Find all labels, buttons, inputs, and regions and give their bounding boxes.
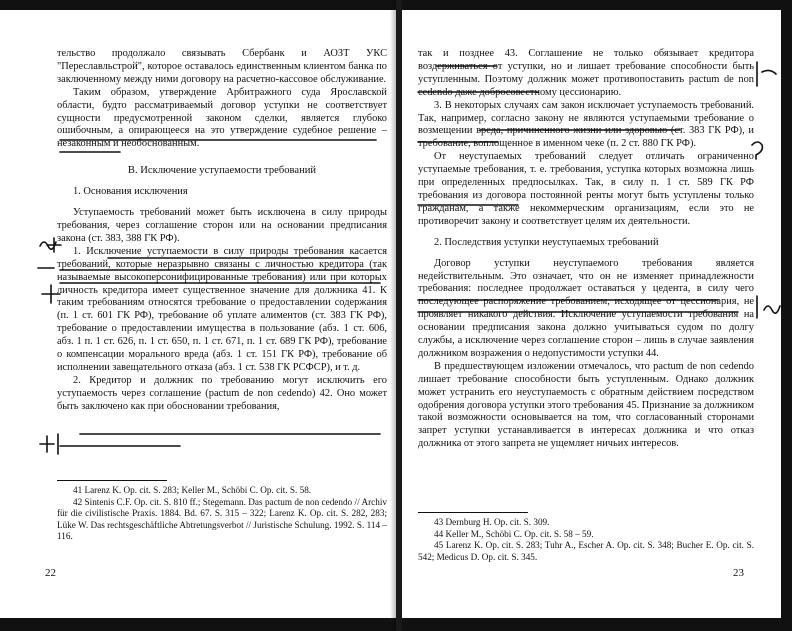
book-gutter	[396, 0, 402, 631]
paragraph: Таким образом, утверждение Арбитражного суда Ярославской области, будто рассматриваемый договор уступки не соответствует сущности предусмотренной законом сделки, является глубоко ошибочным, а опирающееся на это утверждение судебное решение – незаконным и необоснованным.	[57, 86, 387, 150]
right-footnotes	[418, 512, 754, 563]
underline	[60, 434, 380, 446]
paragraph: 2. Кредитор и должник по требованию могут исключить его уступаемость через соглашение (pactum de non cedendo) 42. Оно может быть заключено как при обосновании требования,	[57, 374, 387, 412]
margin-mark-n	[757, 296, 780, 318]
subsection-title: 1. Основания исключения	[73, 186, 188, 198]
paragraph: тельство продолжало связывать Сбербанк и АОЗТ УКС "Переславльстрой", которое оставалось единственным клиентом банка по заключенному между ними договору на расчетно-кассовое обслуживание.	[57, 48, 387, 85]
left-footnotes	[57, 480, 387, 543]
paragraph: Уступаемость требований может быть исключена в силу природы требования, через соглашение сторон или на основании предписания закона (ст. 383, 388 ГК РФ).	[57, 207, 387, 244]
paragraph: так и позднее 43. Соглашение не только обязывает кредитора воздерживаться от уступки, но и лишает требование способности быть уступленным. Поэтому должник может противопоставить pactum de non cedendo даже добросовестному цессионарию.	[418, 48, 754, 98]
right-page-text	[418, 48, 754, 451]
footnote-rule	[57, 480, 167, 481]
subsection-title: 2. Последствия уступки неуступаемых требований	[434, 236, 659, 248]
page-number-left: 22	[45, 567, 56, 579]
footnote: 45 Larenz K. Op. cit. S. 283; Tuhr A., Escher A. Op. cit. S. 348; Bucher E. Op. cit. S. 542; Medicus D. Op. cit. S. 345.	[418, 540, 754, 562]
margin-mark-plus-bar	[40, 434, 58, 454]
paragraph: Договор уступки неуступаемого требования является недействительным. Это означает, что он не изменяет принадлежности требования: последнее продолжает оставаться у цедента, в силу чего последующее распоряжение требованием, исходящее от цессионария, не проявляет никакого действия. Исключение уступаемости требования на основании предписания закона должно учитываться судом по долгу службы, а исключение через соглашение сторон – лишь в случае заявления должником возражения о недопустимости уступки 44.	[418, 257, 754, 359]
footnote: 43 Dernburg H. Op. cit. S. 309.	[434, 517, 550, 527]
footnote: 42 Sintenis C.F. Op. cit. S. 810 ff.; Stegemann. Das pactum de non cedendo // Archiv für die civilistische Praxis. 1884. Bd. 67. S. 315 – 322; Larenz K. Op. cit. S. 282, 283; Lüke W. Das rechtsgeschäftliche Abtretungsverbot // Juristische Schulung. 1992. S. 114 – 116.	[57, 496, 387, 542]
paragraph: 1. Исключение уступаемости в силу природы требования касается требований, которые неразрывно связаны с личностью кредитора (так называемые высокоперсонифицированные требования) или при которых личность кредитора имеет существенное значение для должника 41. К таким требованиям относятся требование о предоставлении содержания (п. 1 ст. 601 ГК РФ), требование об уплате алиментов (ст. 383 ГК РФ), требование о предоставлении имущества в пользование (абз. 1 ст. 606, абз. 1 п. 1 ст. 626, п. 1 ст. 650, п. 1 ст. 671, п. 1 ст. 689 ГК РФ), требование о компенсации морального вреда (абз. 1 ст. 151 ГК РФ), требование об исполнении завещательного отказа (абз. 1 ст. 538 ГК РСФСР), и т. д.	[57, 245, 387, 373]
margin-mark-bar	[757, 62, 776, 86]
paragraph: 3. В некоторых случаях сам закон исключает уступаемость требований. Так, например, согласно закону не являются уступаемыми требование о возмещении вреда, причиненного жизни или здоровью (ст. 383 ГК РФ), и требование, воплощенное в именном чеке (п. 2 ст. 880 ГК РФ).	[418, 99, 754, 150]
section-title: В. Исключение уступаемости требований	[127, 165, 317, 177]
footnote-rule	[418, 512, 528, 513]
scan-border-right	[781, 0, 792, 631]
footnote: 44 Keller M., Schöbi C. Op. cit. S. 58 – 59.	[434, 528, 594, 539]
footnote: 41 Larenz K. Op. cit. S. 283; Keller M., Schöbi C. Op. cit. S. 58.	[73, 485, 312, 495]
paragraph: От неуступаемых требований следует отличать ограниченно уступаемые требования, т. е. требования, уступка которых возможна лишь при определенных предпосылках. Так, в силу п. 1 ст. 589 ГК РФ требования из договора постоянной ренты могут быть уступлены только гражданам, а также некоммерческим организациям, если это не противоречит закону и соответствует целям их деятельности.	[418, 151, 754, 227]
page-number-right: 23	[733, 567, 744, 579]
paragraph: В предшествующем изложении отмечалось, что pactum de non cedendo лишает требование способности быть уступленным. Однако должник может устранить его неуступаемость с обратным действием посредством одобрения договора уступки этого требования 45. Признание за должником такой возможности основывается на том, что согласованный сторонами запрет уступки устанавливается в интересах должника и что отказ должника от этого запрета не ущемляет ничьих интересов.	[418, 360, 754, 450]
left-page-text	[57, 48, 387, 414]
